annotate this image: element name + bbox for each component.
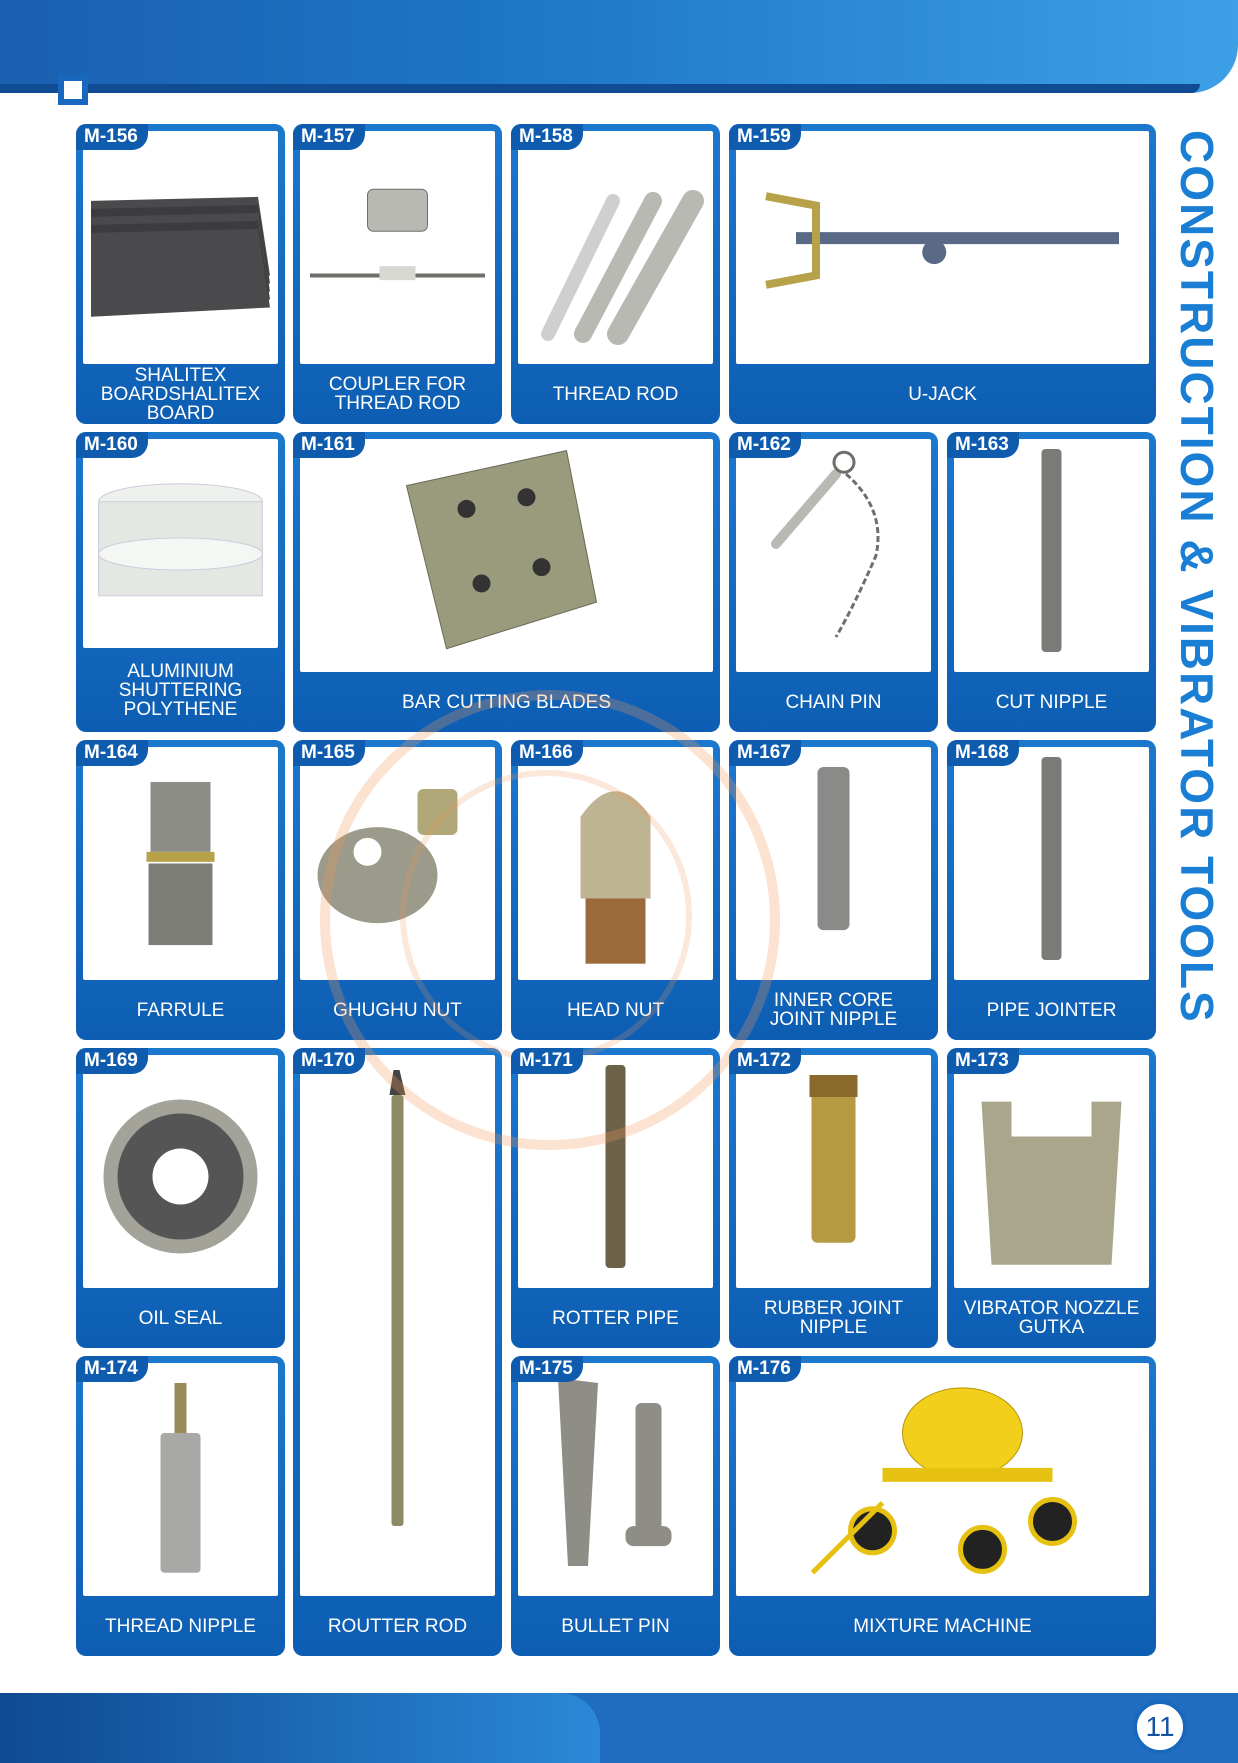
- product-card: [729, 1048, 938, 1348]
- product-code: M-168: [947, 740, 1019, 766]
- product-name: HEAD NUT: [566, 999, 665, 1021]
- product-card: [76, 740, 285, 1040]
- product-image-frame: [954, 439, 1149, 672]
- product-code: M-162: [729, 432, 801, 458]
- product-card: [511, 1356, 720, 1656]
- product-card: [76, 1356, 285, 1656]
- product-code: M-172: [729, 1048, 801, 1074]
- product-card: [947, 740, 1156, 1040]
- product-image-frame: [83, 1055, 278, 1288]
- product-card: [729, 740, 938, 1040]
- product-name: FARRULE: [136, 999, 225, 1021]
- product-name: INNER CORE JOINT NIPPLE: [769, 990, 898, 1030]
- page-number: 11: [1133, 1700, 1187, 1754]
- polythene-rolls-image: [83, 439, 278, 648]
- product-card: [511, 740, 720, 1040]
- product-code: M-156: [76, 124, 148, 150]
- section-title: CONSTRUCTION & VIBRATOR TOOLS: [1171, 130, 1223, 1024]
- product-name: COUPLER FOR THREAD ROD: [328, 374, 467, 414]
- product-name: ALUMINIUM SHUTTERING POLYTHENE: [118, 660, 243, 720]
- product-name: CHAIN PIN: [785, 691, 882, 713]
- product-name: THREAD ROD: [552, 383, 679, 405]
- product-name: ROTTER PIPE: [552, 1307, 679, 1329]
- product-name: RUBBER JOINT NIPPLE: [763, 1298, 904, 1338]
- product-code: M-166: [511, 740, 583, 766]
- ghughu-nut-image: [300, 747, 495, 980]
- threaded-rods-image: [518, 131, 713, 364]
- product-name: SHALITEX BOARDSHALITEX BOARD: [100, 364, 261, 424]
- product-image-frame: [954, 747, 1149, 980]
- thread-nipple-image: [83, 1363, 278, 1596]
- product-card: [293, 432, 720, 732]
- top-banner-stripe: [0, 84, 1200, 93]
- product-code: M-171: [511, 1048, 583, 1074]
- product-image-frame: [736, 439, 931, 672]
- product-image-frame: [518, 131, 713, 364]
- product-card: [511, 1048, 720, 1348]
- product-image-frame: [300, 747, 495, 980]
- product-image-frame: [300, 439, 713, 672]
- product-code: M-163: [947, 432, 1019, 458]
- cutting-blade-image: [300, 439, 713, 672]
- product-card: [729, 432, 938, 732]
- product-name: CUT NIPPLE: [995, 691, 1108, 713]
- product-name: THREAD NIPPLE: [105, 1615, 256, 1637]
- product-card: [511, 124, 720, 424]
- product-image-frame: [83, 439, 278, 648]
- hex-coupler-image: [300, 131, 495, 364]
- product-image-frame: [736, 1055, 931, 1288]
- product-card: [76, 1048, 285, 1348]
- product-name: PIPE JOINTER: [986, 999, 1117, 1021]
- mixture-machine-image: [736, 1363, 1149, 1596]
- product-code: M-174: [76, 1356, 148, 1382]
- product-name: BULLET PIN: [561, 1615, 670, 1637]
- product-image-frame: [83, 131, 278, 364]
- product-name: GHUGHU NUT: [333, 999, 462, 1021]
- product-card: [76, 124, 285, 424]
- product-code: M-160: [76, 432, 148, 458]
- chain-pin-image: [736, 439, 931, 672]
- u-jack-image: [736, 131, 1149, 364]
- product-name: U-JACK: [908, 383, 977, 405]
- nozzle-gutka-image: [954, 1055, 1149, 1288]
- product-code: M-161: [293, 432, 365, 458]
- product-code: M-159: [729, 124, 801, 150]
- product-code: M-173: [947, 1048, 1019, 1074]
- product-image-frame: [300, 1055, 495, 1596]
- product-code: M-157: [293, 124, 365, 150]
- product-card: [947, 432, 1156, 732]
- product-image-frame: [518, 1055, 713, 1288]
- cut-nipple-image: [954, 439, 1149, 672]
- product-image-frame: [736, 747, 931, 980]
- corner-square-icon: [58, 75, 88, 105]
- product-card: [729, 1356, 1156, 1656]
- product-code: M-170: [293, 1048, 365, 1074]
- product-card: [76, 432, 285, 732]
- top-banner: [0, 0, 1238, 93]
- product-code: M-158: [511, 124, 583, 150]
- product-image-frame: [518, 1363, 713, 1596]
- product-image-frame: [83, 747, 278, 980]
- product-card: [947, 1048, 1156, 1348]
- product-name: BAR CUTTING BLADES: [401, 691, 612, 713]
- product-code: M-167: [729, 740, 801, 766]
- product-card: [293, 740, 502, 1040]
- pipe-jointer-image: [954, 747, 1149, 980]
- product-code: M-176: [729, 1356, 801, 1382]
- product-name: ROUTTER ROD: [327, 1615, 468, 1637]
- product-code: M-165: [293, 740, 365, 766]
- product-name: OIL SEAL: [138, 1307, 223, 1329]
- product-code: M-169: [76, 1048, 148, 1074]
- oil-seal-image: [83, 1055, 278, 1288]
- bottom-banner-accent: [0, 1693, 600, 1763]
- rotter-pipe-image: [518, 1055, 713, 1288]
- product-image-frame: [736, 131, 1149, 364]
- product-card: [729, 124, 1156, 424]
- product-card: [293, 1048, 502, 1656]
- routter-rod-image: [300, 1055, 495, 1596]
- inner-core-nipple-image: [736, 747, 931, 980]
- product-code: M-175: [511, 1356, 583, 1382]
- product-image-frame: [518, 747, 713, 980]
- farrule-image: [83, 747, 278, 980]
- product-card: [293, 124, 502, 424]
- product-image-frame: [300, 131, 495, 364]
- head-nut-image: [518, 747, 713, 980]
- product-image-frame: [954, 1055, 1149, 1288]
- product-name: MIXTURE MACHINE: [853, 1615, 1032, 1637]
- rubber-joint-nipple-image: [736, 1055, 931, 1288]
- product-name: VIBRATOR NOZZLE GUTKA: [963, 1298, 1140, 1338]
- product-code: M-164: [76, 740, 148, 766]
- bullet-pin-image: [518, 1363, 713, 1596]
- product-image-frame: [736, 1363, 1149, 1596]
- product-image-frame: [83, 1363, 278, 1596]
- board-stack-image: [83, 131, 278, 364]
